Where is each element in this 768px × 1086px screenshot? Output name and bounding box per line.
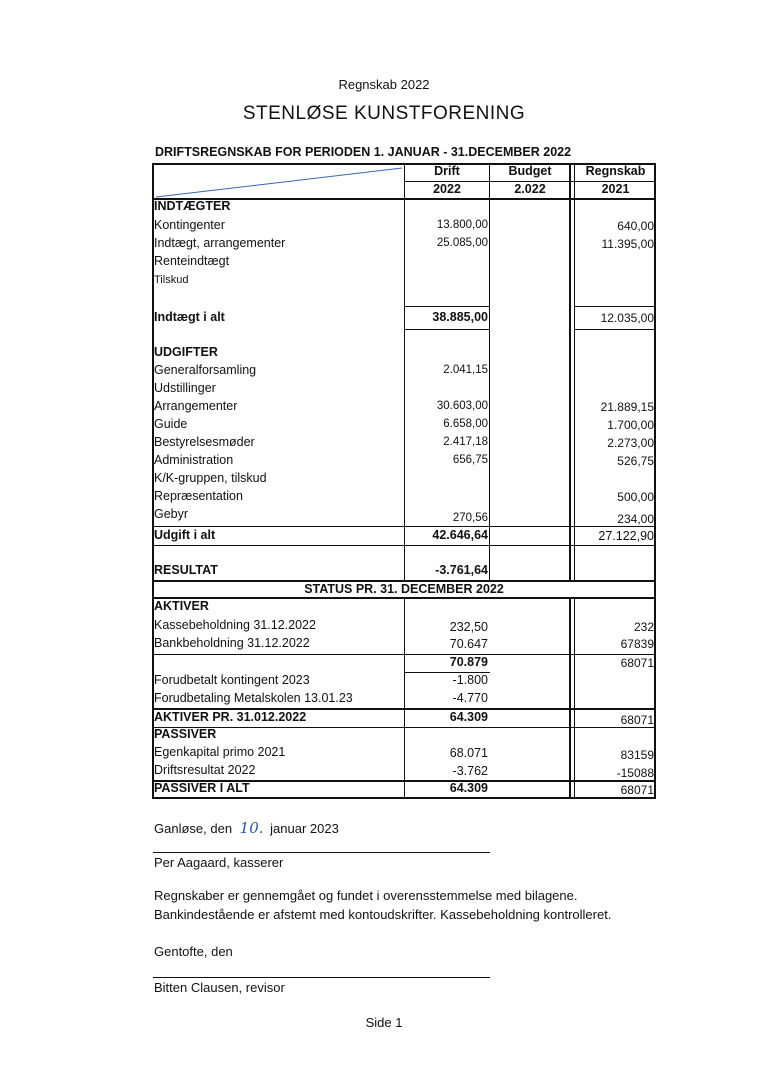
table-row — [154, 253, 654, 271]
row-label: Bestyrelsesmøder — [154, 435, 255, 449]
row-label: Kassebeholdning 31.12.2022 — [154, 618, 316, 632]
regnskab-value: 526,75 — [617, 454, 654, 468]
regnskab-value: 83159 — [620, 748, 654, 762]
col-header-regnskab: Regnskab — [585, 164, 646, 178]
assets-heading-row — [154, 598, 654, 616]
expense-total-bottomline — [152, 545, 656, 546]
income-total-underline-r — [574, 329, 656, 330]
expense-heading: UDGIFTER — [154, 345, 218, 359]
row-label: Indtægt, arrangementer — [154, 236, 286, 250]
row-label: Forudbetaling Metalskolen 13.01.23 — [154, 691, 353, 705]
regnskab-value: 21.889,15 — [600, 400, 654, 414]
table-row — [154, 744, 654, 762]
expense-total-drift: 42.646,64 — [432, 528, 488, 542]
row-label: Administration — [154, 453, 234, 467]
income-heading-row — [154, 198, 654, 216]
table-row — [154, 506, 654, 524]
place-date-suffix: januar 2023 — [270, 821, 339, 836]
row-label: Gebyr — [154, 507, 189, 521]
drift-value: 68.071 — [449, 746, 488, 760]
row-label: Repræsentation — [154, 489, 243, 503]
expense-heading-row — [154, 344, 654, 362]
drift-value: 30.603,00 — [436, 400, 488, 412]
table-row — [154, 672, 654, 690]
gentofte-date: Gentofte, den — [154, 944, 233, 959]
page-number: Side 1 — [365, 1015, 403, 1030]
assets-heading: AKTIVER — [154, 599, 209, 613]
result-label: RESULTAT — [154, 563, 218, 577]
regnskab-value: 640,00 — [617, 219, 654, 233]
row-label: Kontingenter — [154, 218, 225, 232]
row-label: Driftsresultat 2022 — [154, 763, 256, 777]
regnskab-value: 11.395,00 — [601, 237, 654, 251]
result-drift: -3.761,64 — [435, 563, 488, 577]
assets-total-row — [154, 709, 654, 727]
regnskab-value: 67839 — [620, 637, 654, 651]
document-title: Regnskab 2022 — [338, 77, 430, 92]
liabilities-total-row — [154, 780, 654, 798]
income-total-drift: 38.885,00 — [432, 310, 488, 324]
row-label: Forudbetalt kontingent 2023 — [154, 673, 310, 687]
row-label: Arrangementer — [154, 399, 238, 413]
income-heading: INDTÆGTER — [154, 199, 231, 213]
drift-value: -1.800 — [452, 673, 488, 687]
statement-line-2: Bankindestående er afstemt med kontoudskrifter. Kassebeholdning kontrolleret. — [154, 907, 612, 922]
table-row — [154, 380, 654, 398]
assets-subtotal-row — [154, 654, 654, 672]
period-title: DRIFTSREGNSKAB FOR PERIODEN 1. JANUAR - 31.DECEMBER 2022 — [155, 145, 572, 159]
revisor-signature-line — [153, 977, 490, 978]
table-row — [154, 398, 654, 416]
assets-subtotal-regnskab: 68071 — [620, 656, 654, 670]
income-total-regnskab: 12.035,00 — [600, 311, 654, 325]
drift-value: 25.085,00 — [436, 237, 488, 249]
header-diagonal — [154, 165, 404, 199]
col-header-drift: Drift — [434, 164, 460, 178]
regnskab-value: 2.273,00 — [607, 436, 654, 450]
drift-value: 6.658,00 — [443, 418, 488, 430]
regnskab-value: 500,00 — [617, 490, 654, 504]
kasserer-signature-line — [153, 852, 490, 853]
assets-total-label: AKTIVER PR. 31.012.2022 — [154, 710, 307, 724]
revisor-name: Bitten Clausen, revisor — [154, 980, 285, 995]
income-total-row — [154, 309, 654, 327]
table-row — [154, 635, 654, 653]
kasserer-name: Per Aagaard, kasserer — [154, 855, 284, 870]
table-row — [154, 235, 654, 253]
regnskab-value: 1.700,00 — [607, 418, 654, 432]
liabilities-total-regnskab: 68071 — [620, 783, 654, 797]
income-total-line — [404, 306, 490, 307]
regnskab-value: -15088 — [616, 766, 654, 780]
drift-value: 2.417,18 — [443, 436, 488, 448]
assets-total-regnskab: 68071 — [620, 713, 654, 727]
table-row — [154, 488, 654, 506]
table-row — [154, 690, 654, 708]
row-label: K/K-gruppen, tilskud — [154, 471, 267, 485]
drift-value: 70.647 — [449, 637, 488, 651]
expense-total-regnskab: 27.122,90 — [598, 529, 654, 543]
result-row — [154, 562, 654, 580]
table-row — [154, 762, 654, 780]
table-row — [154, 362, 654, 380]
liabilities-heading: PASSIVER — [154, 727, 217, 741]
regnskab-value: 234,00 — [617, 512, 654, 526]
income-total-line-r — [574, 306, 656, 307]
liabilities-total-drift: 64.309 — [449, 781, 488, 795]
drift-value: -4.770 — [452, 691, 488, 705]
expense-total-row — [154, 527, 654, 545]
expense-total-label: Udgift i alt — [154, 528, 216, 542]
place-date-prefix: Ganløse, den — [154, 821, 233, 836]
assets-total-drift: 64.309 — [449, 710, 488, 724]
table-row — [154, 470, 654, 488]
col-header-regnskab-year: 2021 — [601, 182, 630, 196]
regnskab-value: 232 — [633, 620, 654, 634]
row-label: Tilskud — [154, 274, 189, 286]
handwritten-day: 10. — [239, 819, 264, 837]
assets-subtotal-drift: 70.879 — [449, 655, 488, 669]
status-title: STATUS PR. 31. DECEMBER 2022 — [304, 582, 504, 596]
col-header-budget-year: 2.022 — [514, 182, 546, 196]
liabilities-total-label: PASSIVER I ALT — [154, 781, 250, 795]
row-label: Guide — [154, 417, 188, 431]
row-label: Udstillinger — [154, 381, 216, 395]
row-label: Renteindtægt — [154, 254, 230, 268]
drift-value: -3.762 — [452, 764, 488, 778]
table-row — [154, 434, 654, 452]
col-header-drift-year: 2022 — [433, 182, 461, 196]
table-row — [154, 271, 654, 289]
drift-value: 270,56 — [452, 512, 488, 524]
table-row — [154, 217, 654, 235]
row-label: Generalforsamling — [154, 363, 257, 377]
liabilities-heading-row — [154, 726, 654, 744]
table-row — [154, 416, 654, 434]
row-label: Bankbeholdning 31.12.2022 — [154, 636, 310, 650]
table-row — [154, 617, 654, 635]
row-label: Egenkapital primo 2021 — [154, 745, 286, 759]
place-date-line — [154, 819, 339, 837]
drift-value: 656,75 — [452, 454, 488, 466]
income-total-underline — [404, 329, 490, 330]
drift-value: 2.041,15 — [443, 364, 488, 376]
table-row — [154, 452, 654, 470]
col-header-budget: Budget — [508, 164, 552, 178]
drift-value: 13.800,00 — [436, 219, 488, 231]
income-total-label: Indtægt i alt — [154, 310, 225, 324]
statement-line-1: Regnskaber er gennemgået og fundet i overensstemmelse med bilagene. — [154, 888, 578, 903]
organization-name: STENLØSE KUNSTFORENING — [242, 103, 526, 124]
drift-value: 232,50 — [449, 620, 488, 634]
